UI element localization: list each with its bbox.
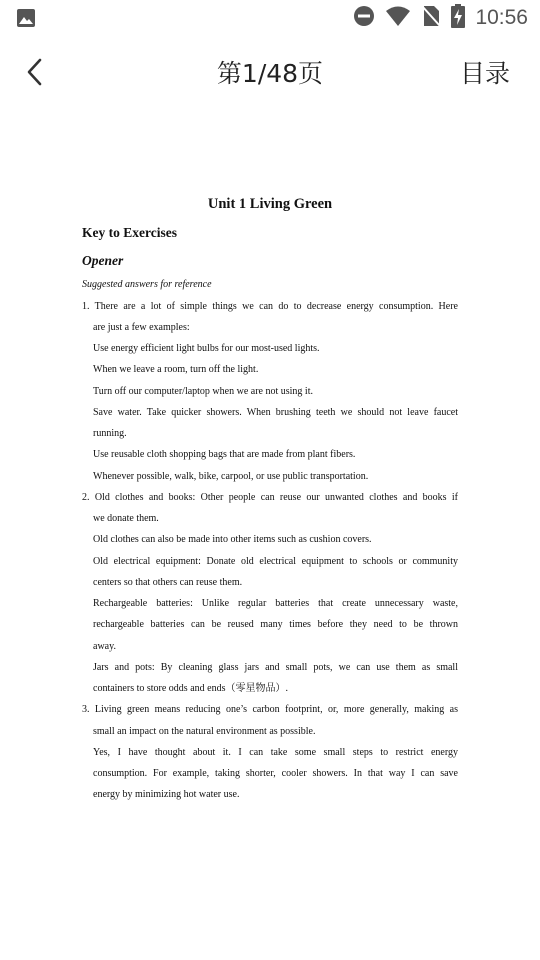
chevron-left-icon — [22, 73, 52, 92]
document-line: 3. Living green means reducing one’s carbon footprint, or, more generally, making as — [82, 704, 458, 715]
battery-charging-icon — [451, 4, 465, 33]
document-line: are just a few examples: — [93, 322, 190, 333]
document-line: energy by minimizing hot water use. — [93, 789, 240, 800]
document-line: small an impact on the natural environment as possible. — [93, 726, 316, 737]
toc-button[interactable]: 目录 — [459, 59, 510, 88]
document-page — [0, 108, 540, 960]
status-right — [353, 5, 528, 31]
app-bar — [0, 36, 540, 108]
reference-note: Suggested answers for reference — [82, 279, 212, 290]
document-line: containers to store odds and ends（零星物品）. — [93, 683, 288, 694]
no-sim-icon — [421, 5, 441, 32]
document-line: When we leave a room, turn off the light. — [93, 364, 259, 375]
document-line: Save water. Take quicker showers. When brushing teeth we should not leave faucet — [93, 407, 458, 418]
subsection-heading: Opener — [82, 253, 124, 268]
document-line: 1. There are a lot of simple things we can do to decrease energy consumption. Here — [82, 301, 458, 312]
document-line: 2. Old clothes and books: Other people can reuse our unwanted clothes and books if — [82, 492, 458, 503]
document-line: Whenever possible, walk, bike, carpool, or use public transportation. — [93, 471, 369, 482]
document-line: away. — [93, 641, 116, 652]
document-line: Old clothes can also be made into other items such as cushion covers. — [93, 534, 372, 545]
document-title: Unit 1 Living Green — [207, 196, 333, 212]
document-line: centers so that others can reuse them. — [93, 577, 243, 588]
document-line: Jars and pots: By cleaning glass jars and small pots, we can use them as small — [93, 662, 458, 673]
document-line: Use reusable cloth shopping bags that are made from plant fibers. — [93, 449, 356, 460]
section-heading: Key to Exercises — [82, 225, 177, 240]
document-line: Rechargeable batteries: Unlike regular batteries that create unnecessary waste, — [93, 598, 458, 609]
wifi-icon — [385, 5, 411, 32]
document-line: we donate them. — [93, 513, 159, 524]
do-not-disturb-icon — [353, 5, 375, 32]
status-bar — [0, 0, 540, 36]
back-button[interactable] — [22, 56, 52, 88]
document-line: Turn off our computer/laptop when we are not using it. — [93, 386, 313, 397]
status-time: 10:56 — [475, 6, 528, 29]
document-line: Use energy efficient light bulbs for our most-used lights. — [93, 343, 320, 354]
document-line: Old electrical equipment: Donate old electrical equipment to schools or community — [93, 556, 458, 567]
document-line: consumption. For example, taking shorter, cooler showers. In that way I can save — [93, 768, 458, 779]
image-icon — [16, 15, 36, 32]
document-line: Yes, I have thought about it. I can take some small steps to restrict energy — [93, 747, 458, 758]
document-line: rechargeable batteries can be reused many times before they need to be thrown — [93, 619, 458, 630]
status-left — [16, 8, 36, 33]
document-line: running. — [93, 428, 127, 439]
page-title: 第1/48页 — [216, 59, 324, 88]
